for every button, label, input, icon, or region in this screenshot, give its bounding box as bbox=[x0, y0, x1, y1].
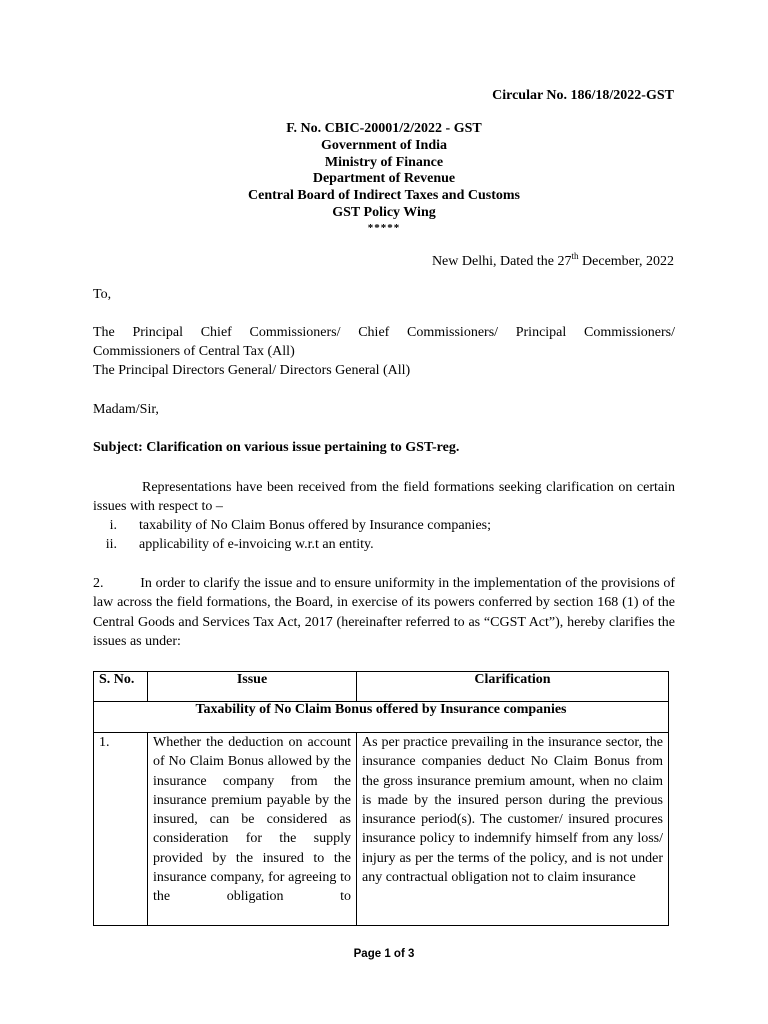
recipients-line-1: The Principal Chief Commissioners/ Chief Commissioners/ Principal Commissioners/ bbox=[93, 325, 675, 340]
circular-number: Circular No. 186/18/2022-GST bbox=[492, 88, 674, 103]
clarification-table bbox=[93, 671, 669, 926]
date-suffix: December, 2022 bbox=[578, 254, 674, 269]
date-line bbox=[431, 251, 674, 270]
wing-name: GST Policy Wing bbox=[332, 204, 436, 220]
page-of: of bbox=[390, 948, 408, 960]
separator-stars: ***** bbox=[367, 221, 401, 234]
header-clarification: Clarification bbox=[357, 672, 669, 702]
issue-number: i. bbox=[109, 518, 117, 533]
recipients-line-2: Commissioners of Central Tax (All) bbox=[93, 344, 295, 359]
date-superscript: th bbox=[571, 251, 579, 261]
row-sno: 1. bbox=[94, 733, 148, 926]
board-name: Central Board of Indirect Taxes and Customs bbox=[248, 188, 520, 204]
paragraph-2: 2. In order to clarify the issue and to ensure uniformity in the implementation of the provisions of law across the field formations, the Board, in exercise of its powers conferred by section 168 (1) of the Central Goods and Services Tax Act, 2017 (hereinafter referred to as “CGST Act”), hereby clarifies the issues as under: bbox=[93, 576, 679, 650]
date-prefix: New Delhi, Dated the 27 bbox=[431, 254, 572, 269]
subject-line: Subject: Clarification on various issue pertaining to GST-reg. bbox=[93, 440, 460, 455]
issue-number: ii. bbox=[105, 537, 117, 552]
row-issue: Whether the deduction on account of No Claim Bonus allowed by the insurance company from the insurance premium payable by the insured, can be considered as consideration for the supply provided by the insured to the insurance company, for agreeing to the obligation to bbox=[148, 733, 357, 926]
salutation: Madam/Sir, bbox=[93, 402, 159, 417]
department-name: Department of Revenue bbox=[312, 171, 456, 187]
issue-text: applicability of e-invoicing w.r.t an entity. bbox=[139, 537, 374, 552]
recipients-line-3: The Principal Directors General/ Directors General (All) bbox=[93, 363, 411, 378]
row-clarification: As per practice prevailing in the insurance sector, the insurance companies deduct No Claim Bonus from the gross insurance premium amount, when no claim is made by the insured person during the previous insurance period(s). The customer/ insured procures insurance policy to indemnify himself from any loss/ injury as per the terms of the policy, and is not under any contractual obligation not to claim insurance bbox=[357, 733, 669, 926]
page-label: Page bbox=[353, 948, 385, 960]
issue-text: taxability of No Claim Bonus offered by Insurance companies; bbox=[139, 518, 491, 533]
page-current: 1 bbox=[384, 948, 391, 960]
addressee-to: To, bbox=[93, 287, 112, 302]
page-total: 3 bbox=[407, 948, 415, 960]
table-section-row bbox=[94, 702, 669, 733]
government-name: Government of India bbox=[321, 137, 447, 153]
header-issue: Issue bbox=[148, 672, 357, 702]
ministry-name: Ministry of Finance bbox=[324, 154, 444, 170]
letterhead bbox=[0, 121, 768, 234]
page-number bbox=[0, 948, 768, 960]
table-header-row bbox=[94, 672, 669, 702]
section-title: Taxability of No Claim Bonus offered by Insurance companies bbox=[94, 702, 669, 733]
table-row bbox=[94, 733, 669, 926]
paragraph-1: Representations have been received from the field formations seeking clarification on certain issues with respect to – bbox=[93, 480, 675, 515]
file-number: F. No. CBIC-20001/2/2022 - GST bbox=[286, 121, 482, 136]
header-sno: S. No. bbox=[94, 672, 148, 702]
